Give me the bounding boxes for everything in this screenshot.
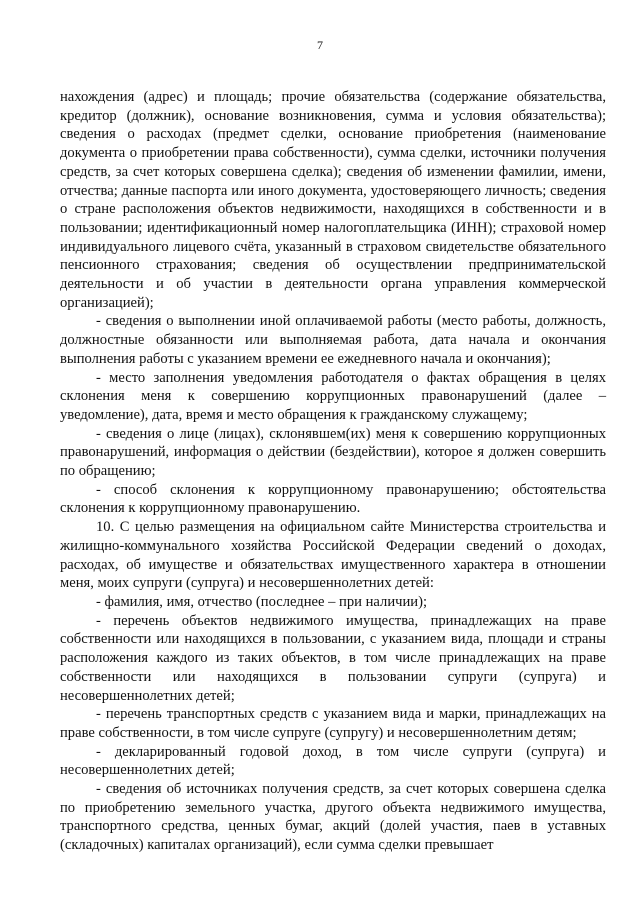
paragraph: - сведения об источниках получения средств, за счет которых совершена сделка по приобретению земельного участка, другого объекта недвижимого имущества, транспортного средства, ценных бумаг, акций (долей участия, паев в уставных (складочных) капиталах организаций), если сумма сделки превышает (60, 781, 606, 854)
paragraph: - декларированный годовой доход, в том числе супруги (супруга) и несовершеннолетних детей; (60, 743, 606, 779)
paragraph: - перечень транспортных средств с указанием вида и марки, принадлежащих на праве собственности, в том числе супруге (супругу) и несовершеннолетним детям; (60, 706, 606, 741)
page-number: 7 (317, 38, 323, 52)
paragraph: - способ склонения к коррупционному правонарушению; обстоятельства склонения к коррупционному правонарушению. (60, 481, 606, 517)
document-body (60, 88, 606, 855)
paragraph: - фамилия, имя, отчество (последнее – при наличии); (96, 593, 428, 610)
paragraph: - перечень объектов недвижимого имущества, принадлежащих на праве собственности или находящихся в пользовании, с указанием вида, площади и страны расположения каждого из таких объектов, в том числе принадлежащих на праве собственности или находящихся в пользовании супруги (супруга) и несовершеннолетних детей; (60, 612, 606, 704)
paragraph: 10. С целью размещения на официальном сайте Министерства строительства и жилищно-коммунального хозяйства Российской Федерации сведений о доходах, расходах, об имуществе и обязательствах имущественного характера в отношении меня, моих супруги (супруга) и несовершеннолетних детей: (60, 519, 606, 592)
paragraph: нахождения (адрес) и площадь; прочие обязательства (содержание обязательства, кредитор (должник), основание возникновения, сумма и условия обязательства); сведения о расходах (предмет сделки, основание приобретения (наименование документа о приобретении права собственности), сумма сделки, источники получения средств, за счет которых совершена сделка); сведения об изменении фамилии, имени, отчества; данные паспорта или иного документа, удостоверяющего личность; сведения о стране расположения объектов недвижимости, находящихся в собственности и в пользовании; идентификационный номер налогоплательщика (ИНН); страховой номер индивидуального лицевого счёта, указанный в страховом свидетельстве обязательного пенсионного страхования; сведения об осуществлении предпринимательской деятельности и об участии в деятельности органа управления коммерческой организацией); (60, 89, 606, 311)
paragraph: - место заполнения уведомления работодателя о фактах обращения в целях склонения меня к совершению коррупционных правонарушений (далее – уведомление), дата, время и место обращения к гражданскому служащему; (60, 369, 606, 423)
paragraph: - сведения о лице (лицах), склонявшем(их) меня к совершению коррупционных правонарушений, информация о действии (бездействии), которое я должен совершить по обращению; (60, 425, 606, 480)
paragraph: - сведения о выполнении иной оплачиваемой работы (место работы, должность, должностные обязанности или выполняемая работа, дата начала и окончания выполнения работы с указанием времени ее ежедневного начала и окончания); (60, 313, 606, 367)
